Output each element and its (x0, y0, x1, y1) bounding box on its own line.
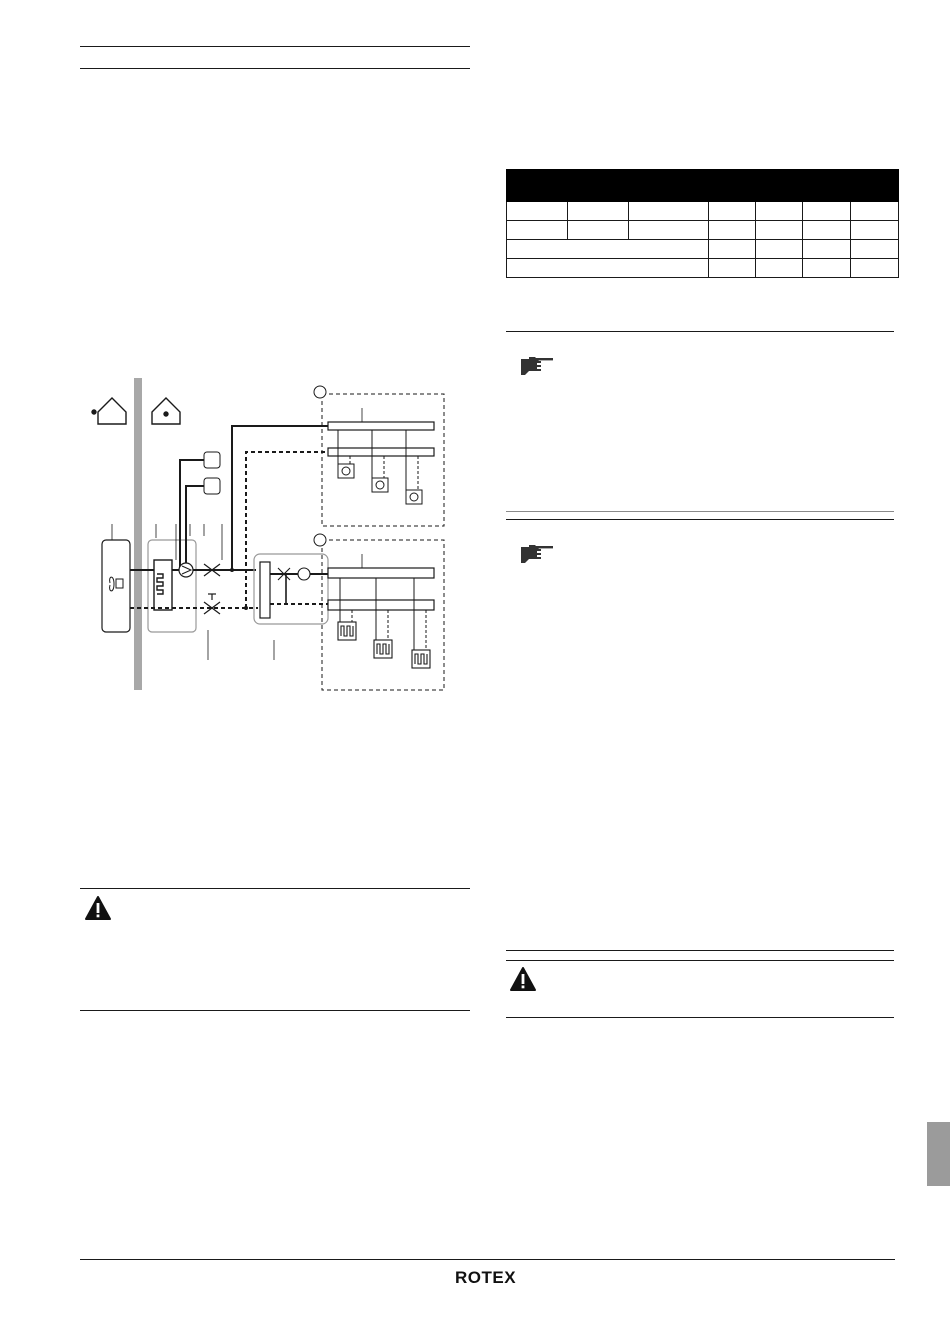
table-cell (756, 259, 803, 278)
sensor-box-2 (204, 478, 220, 494)
footer-rule (80, 1259, 895, 1260)
bypass-bar (260, 562, 270, 618)
table-cell (507, 221, 568, 240)
fan-coil-icon (406, 490, 422, 504)
underfloor-heating-loop-icon (374, 640, 392, 658)
table-cell (803, 240, 851, 259)
zone-2-supply-manifold (328, 568, 434, 578)
zone-1-return-manifold (328, 448, 434, 456)
house-outdoor-icon (92, 398, 126, 424)
table-cell (756, 221, 803, 240)
wall (134, 378, 142, 690)
fan-coil-icon (338, 464, 354, 478)
table-row (507, 221, 899, 240)
right-warning-rule-second (506, 960, 894, 961)
valve-icon (204, 594, 220, 614)
table-cell (851, 240, 899, 259)
table-cell (851, 221, 899, 240)
zone-1-marker (314, 386, 326, 398)
table-cell (709, 259, 756, 278)
table-cell (568, 202, 629, 221)
pointing-hand-icon (519, 355, 555, 377)
table-cell (709, 240, 756, 259)
right-warning-rule-bottom (506, 1017, 894, 1018)
warning-triangle-icon (509, 966, 537, 992)
zone-1-box (322, 394, 444, 526)
zone-2-marker (314, 534, 326, 546)
left-header-rule-top (80, 46, 470, 47)
table-cell (507, 240, 709, 259)
note-2-rule-second (506, 519, 894, 520)
table-row (507, 202, 899, 221)
table-row (507, 259, 899, 278)
left-header-rule-bottom (80, 68, 470, 69)
chapter-side-tab (927, 1122, 950, 1186)
note-1-rule-top (506, 331, 894, 332)
system-diagram (80, 378, 448, 694)
house-indoor-icon (152, 398, 180, 424)
pump-icon (298, 568, 310, 580)
table-cell (756, 240, 803, 259)
table-cell (507, 259, 709, 278)
table-header-row (507, 170, 899, 202)
pointing-hand-icon (519, 543, 555, 565)
underfloor-heating-loop-icon (412, 650, 430, 668)
table-cell (851, 259, 899, 278)
left-warning-rule-bottom (80, 1010, 470, 1011)
warning-triangle-icon (84, 895, 112, 921)
table-cell (803, 202, 851, 221)
fan-coil-icon (372, 478, 388, 492)
fan-icon (110, 577, 123, 591)
zone-2-return-manifold (328, 600, 434, 610)
table-header-cell (507, 170, 899, 202)
table-cell (629, 221, 709, 240)
table-cell (629, 202, 709, 221)
table-row (507, 240, 899, 259)
note-2-rule-top (506, 511, 894, 512)
table-cell (756, 202, 803, 221)
underfloor-heating-loop-icon (338, 622, 356, 640)
right-warning-rule-top (506, 950, 894, 951)
zone-1-supply-manifold (328, 422, 434, 430)
table-cell (803, 259, 851, 278)
brand-logo: ROTEX (455, 1268, 517, 1287)
sensor-box-1 (204, 452, 220, 468)
table-cell (507, 202, 568, 221)
table-cell (709, 202, 756, 221)
table-cell (709, 221, 756, 240)
table-cell (851, 202, 899, 221)
table-cell (803, 221, 851, 240)
table-cell (568, 221, 629, 240)
spec-table (506, 169, 899, 278)
left-warning-rule-top (80, 888, 470, 889)
